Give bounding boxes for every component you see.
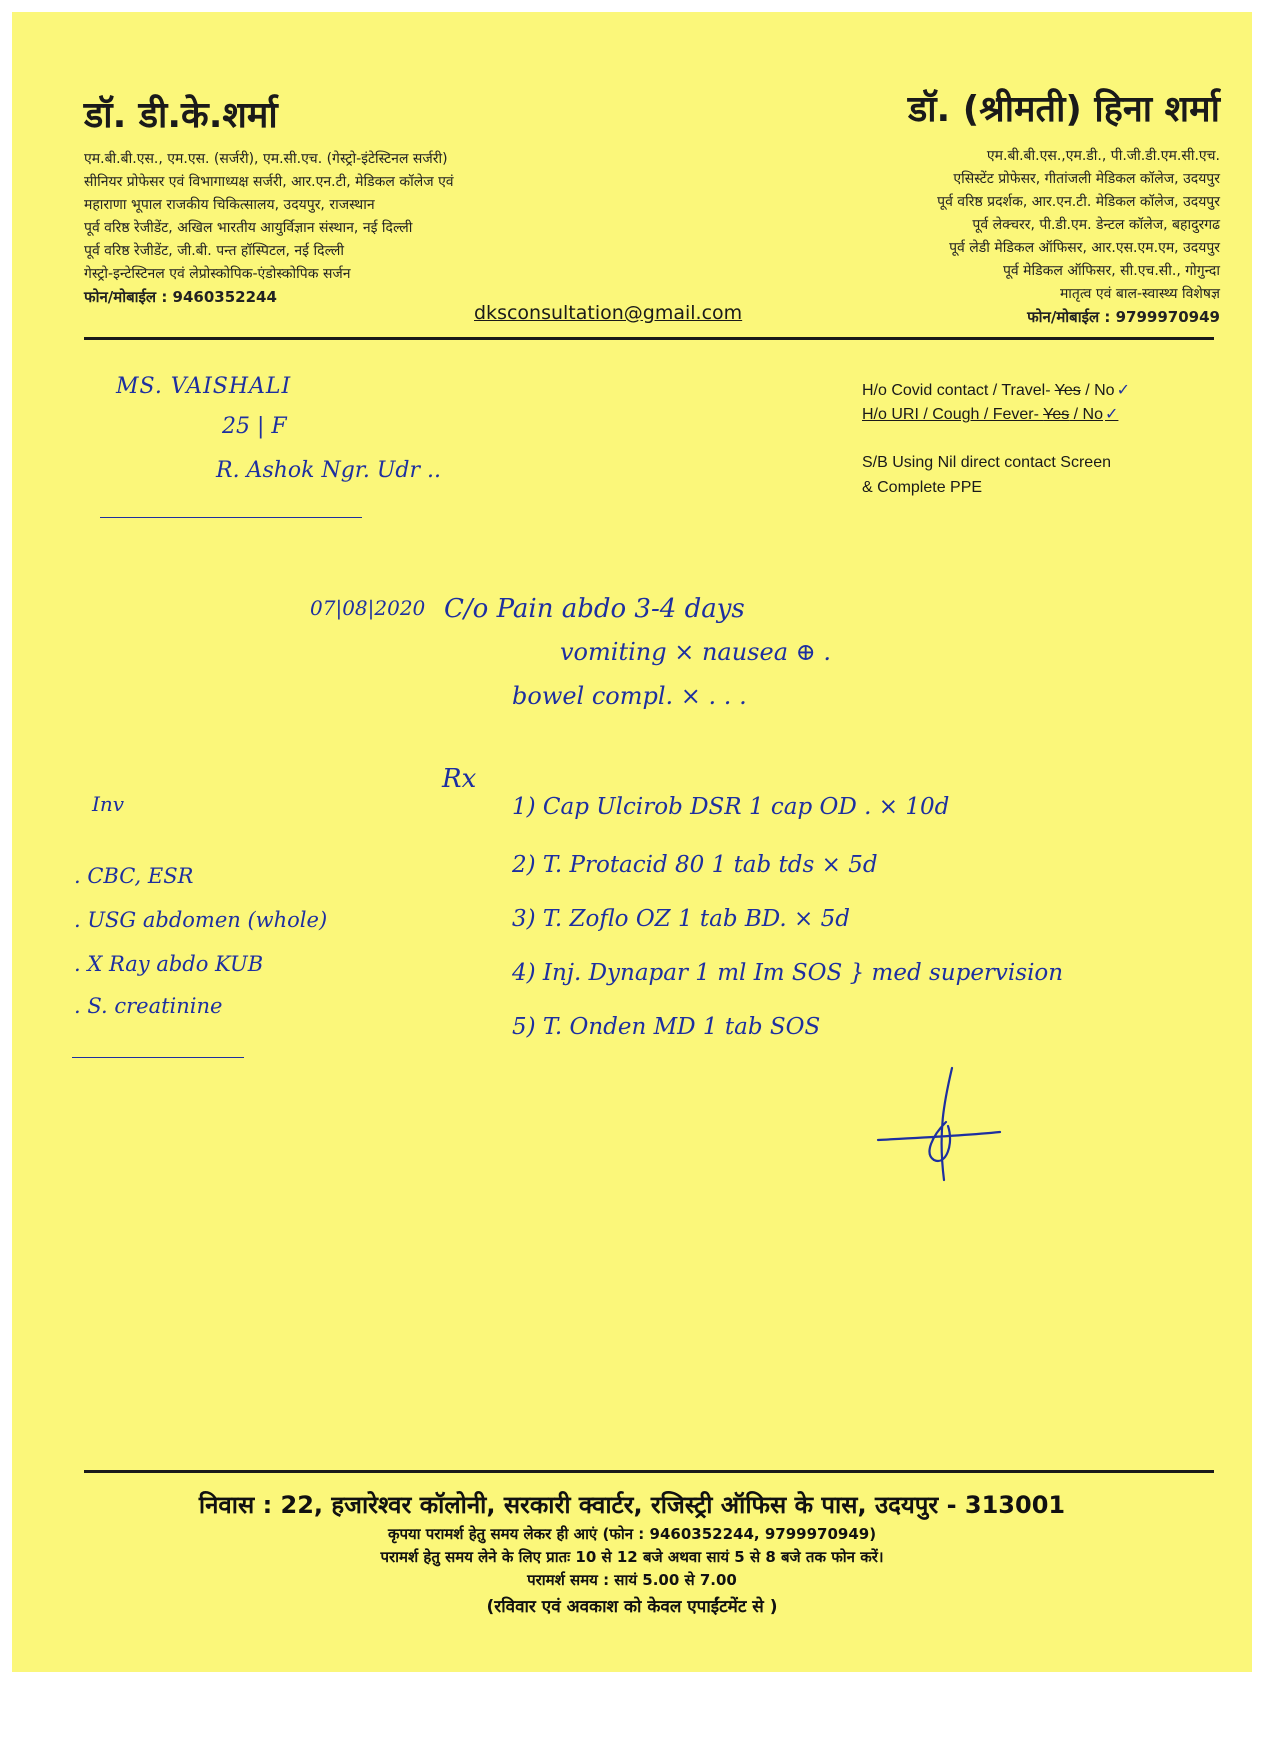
rx-item: 3) T. Zoflo OZ 1 tab BD. × 5d — [512, 906, 850, 932]
appointment-hours: परामर्श हेतु समय लेने के लिए प्रातः 10 से 12 बजे अथवा सायं 5 से 8 बजे तक फोन करें। — [380, 1548, 884, 1566]
left-phone: फोन/मोबाईल : 9460352244 — [84, 288, 277, 306]
rx-symbol: Rx — [442, 764, 477, 794]
right-qual-line: पूर्व लेडी मेडिकल ऑफिसर, आर.एस.एम.एम, उदयपुर — [949, 240, 1220, 256]
investigation-item: . CBC, ESR — [74, 864, 194, 888]
rx-item: 2) T. Protacid 80 1 tab tds × 5d — [512, 852, 878, 878]
investigation-underline — [72, 1057, 244, 1058]
rx-item: 4) Inj. Dynapar 1 ml Im SOS } med supervision — [512, 960, 1064, 986]
right-phone: फोन/मोबाईल : 9799970949 — [1027, 308, 1220, 326]
right-doctor-qualifications — [700, 145, 1220, 329]
uri-label: H/o URI / Cough / Fever- — [862, 406, 1044, 423]
screening-note-1: S/B Using Nil direct contact Screen — [862, 454, 1111, 471]
investigation-item: . USG abdomen (whole) — [74, 908, 328, 932]
patient-age-sex: 25 | F — [222, 414, 287, 439]
rx-item: 1) Cap Ulcirob DSR 1 cap OD . × 10d — [512, 794, 950, 820]
right-qual-line: पूर्व लेक्चरर, पी.डी.एम. डेन्टल कॉलेज, बहादुरगढ — [972, 217, 1220, 233]
right-qual-line: पूर्व वरिष्ठ प्रदर्शक, आर.एन.टी. मेडिकल कॉलेज, उदयपुर — [937, 194, 1220, 210]
complaint-line-2: vomiting × nausea ⊕ . — [560, 638, 831, 666]
uri-line — [862, 404, 1118, 424]
uri-no: / No — [1069, 406, 1104, 423]
left-qual-line: महाराणा भूपाल राजकीय चिकित्सालय, उदयपुर, राजस्थान — [84, 197, 375, 213]
email-link[interactable]: dksconsultation@gmail.com — [474, 302, 743, 324]
uri-yes-struck: Yes — [1043, 406, 1070, 423]
left-qual-line: पूर्व वरिष्ठ रेजीडेंट, जी.बी. पन्त हॉस्पिटल, नई दिल्ली — [84, 243, 345, 259]
right-qual-line: पूर्व मेडिकल ऑफिसर, सी.एच.सी., गोगुन्दा — [1002, 263, 1220, 279]
left-qual-line: सीनियर प्रोफेसर एवं विभागाध्यक्ष सर्जरी, आर.एन.टी, मेडिकल कॉलेज एवं — [84, 174, 454, 190]
covid-contact-label: H/o Covid contact / Travel- — [862, 382, 1055, 399]
residence-address: निवास : 22, हजारेश्वर कॉलोनी, सरकारी क्वार्टर, रजिस्ट्री ऑफिस के पास, उदयपुर - 313001 — [198, 1491, 1066, 1519]
investigation-item: . S. creatinine — [74, 994, 223, 1018]
screening-note-2: & Complete PPE — [862, 479, 983, 496]
complaint-line-1: C/o Pain abdo 3-4 days — [444, 594, 745, 624]
rx-item: 5) T. Onden MD 1 tab SOS — [512, 1014, 821, 1040]
left-doctor-name: डॉ. डी.के.शर्मा — [84, 95, 278, 136]
covid-yes-struck: Yes — [1054, 382, 1081, 399]
signature-mark — [874, 1062, 1004, 1192]
patient-underline — [100, 517, 362, 518]
investigation-item: . X Ray abdo KUB — [74, 952, 264, 976]
right-qual-line: एसिस्टेंट प्रोफेसर, गीतांजली मेडिकल कॉलेज, उदयपुर — [953, 171, 1220, 187]
footer-divider — [84, 1470, 1214, 1473]
prescription-sheet — [12, 12, 1252, 1672]
right-qual-line: मातृत्व एवं बाल-स्वास्थ्य विशेषज्ञ — [1059, 286, 1220, 302]
covid-no: / No — [1080, 382, 1115, 399]
header-divider — [84, 337, 1214, 340]
left-qual-line: एम.बी.बी.एस., एम.एस. (सर्जरी), एम.सी.एच. (गेस्ट्रो-इंटेस्टिनल सर्जरी) — [84, 151, 448, 167]
footer-block — [12, 1488, 1252, 1617]
holiday-note: (रविवार एवं अवकाश को केवल एपाईंटमेंट से ) — [486, 1597, 778, 1617]
check-icon: ✓ — [1105, 406, 1119, 423]
complaint-line-3: bowel compl. × . . . — [512, 682, 747, 710]
check-icon: ✓ — [1116, 382, 1130, 399]
appointment-note: कृपया परामर्श हेतु समय लेकर ही आएं (फोन : 9460352244, 9799970949) — [387, 1525, 877, 1543]
left-qual-line: गेस्ट्रो-इन्टेस्टिनल एवं लेप्रोस्कोपिक-एंडोस्कोपिक सर्जन — [84, 266, 351, 282]
covid-contact-line — [862, 380, 1130, 400]
left-doctor-qualifications — [84, 148, 604, 309]
patient-address: R. Ashok Ngr. Udr .. — [216, 458, 442, 483]
left-qual-line: पूर्व वरिष्ठ रेजीडेंट, अखिल भारतीय आयुर्विज्ञान संस्थान, नई दिल्ली — [84, 220, 413, 236]
right-doctor-name: डॉ. (श्रीमती) हिना शर्मा — [907, 89, 1220, 130]
visit-date: 07|08|2020 — [310, 596, 426, 620]
patient-name: MS. VAISHALI — [116, 374, 292, 399]
right-qual-line: एम.बी.बी.एस.,एम.डी., पी.जी.डी.एम.सी.एच. — [986, 148, 1220, 164]
consultation-time: परामर्श समय : सायं 5.00 से 7.00 — [527, 1571, 737, 1589]
investigation-marker: Inv — [92, 792, 125, 816]
